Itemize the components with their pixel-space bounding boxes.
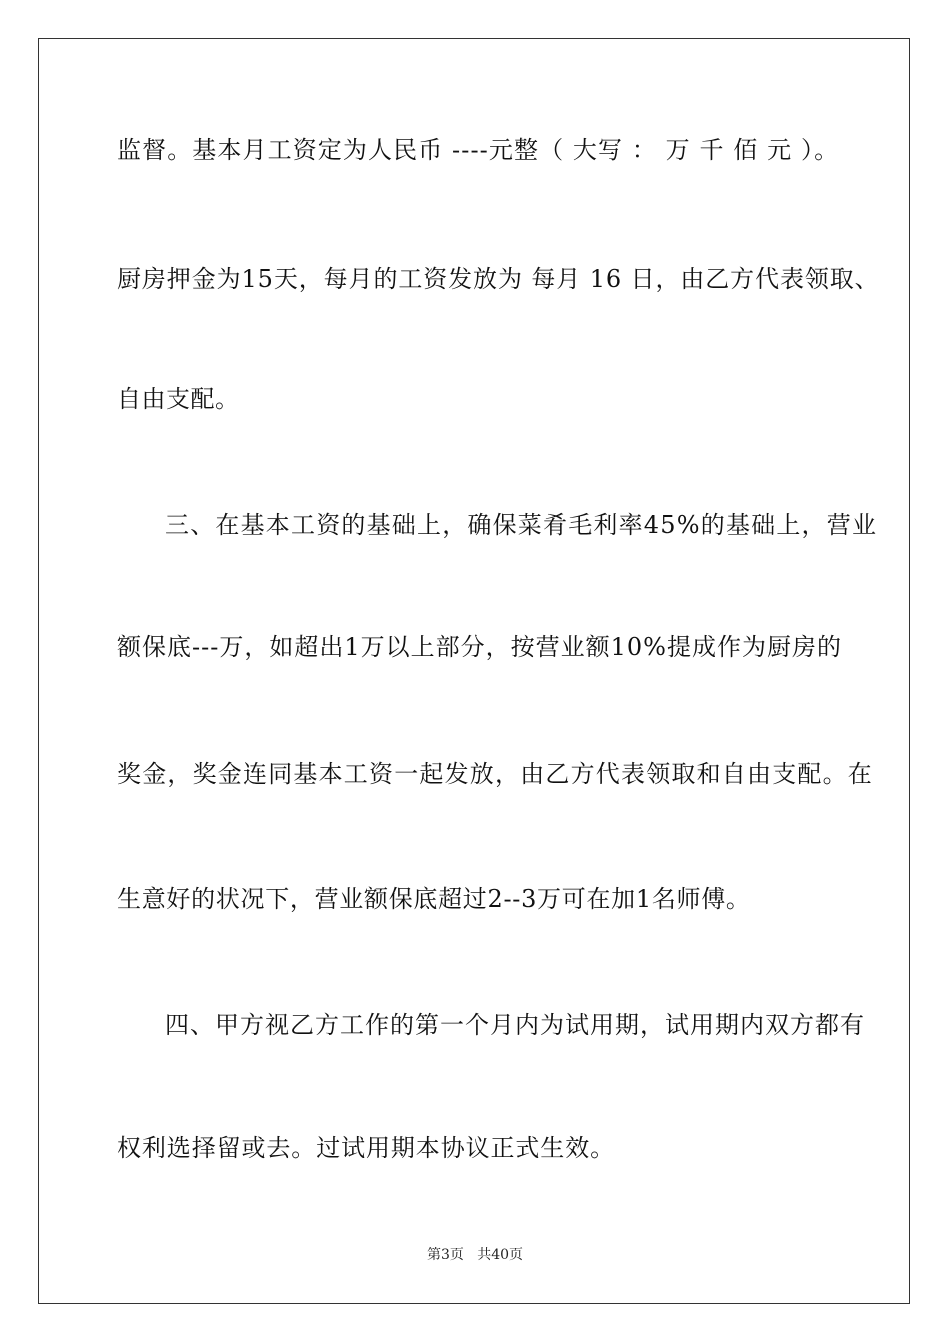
- body-text-line: 奖金，奖金连同基本工资一起发放，由乙方代表领取和自由支配。在: [117, 760, 873, 788]
- body-text-line: 厨房押金为15天，每月的工资发放为 每月 16 日，由乙方代表领取、: [117, 265, 880, 293]
- page-border: [38, 38, 910, 1304]
- body-text-line: 权利选择留或去。过试用期本协议正式生效。: [117, 1134, 615, 1162]
- page-number-footer: 第3页 共40页: [426, 1247, 524, 1263]
- body-text-line: 额保底---万，如超出1万以上部分，按营业额10%提成作为厨房的: [117, 633, 842, 661]
- body-text-line: 生意好的状况下，营业额保底超过2--3万可在加1名师傅。: [117, 885, 751, 913]
- body-text-line: 三、在基本工资的基础上，确保菜肴毛利率45%的基础上，营业: [165, 511, 878, 539]
- body-text-line: 自由支配。: [117, 385, 240, 413]
- body-text-line: 监督。基本月工资定为人民币 ----元整（ 大写 ： 万 千 佰 元 ）。: [117, 136, 840, 164]
- body-text-line: 四、甲方视乙方工作的第一个月内为试用期，试用期内双方都有: [165, 1011, 865, 1039]
